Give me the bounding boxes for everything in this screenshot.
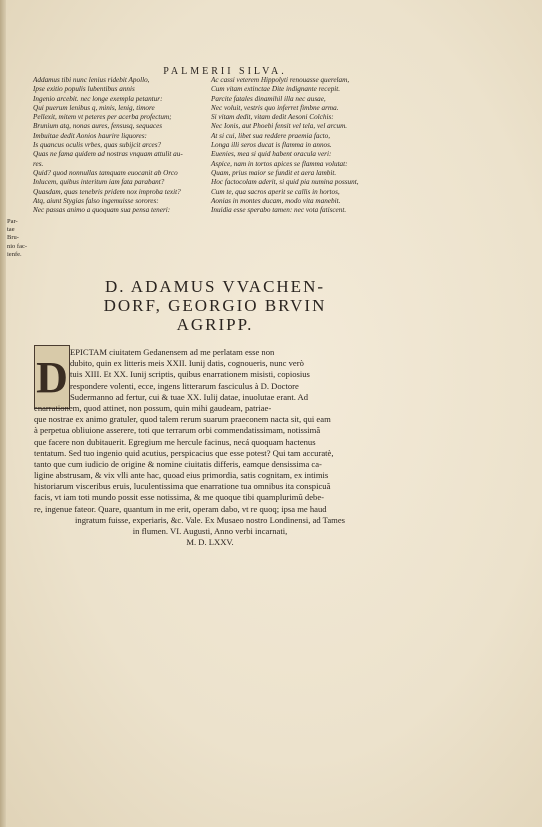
body-line: historiarum visceribus eruis, luculentissima que enarratione tua omnibus ita conspicuã — [34, 481, 331, 492]
verse-line: Quid? quod nonnullas tamquam euocanit ab Orco — [33, 168, 178, 177]
verse-line: Aspice, nam in tortos apices se flamma volutat: — [211, 159, 348, 168]
verse-line: Nec Ionis, aut Phoebi fensit vel tela, vel arcum. — [211, 122, 348, 131]
verse-line: Qui puerum lenibus q, minis, lenig, timore — [33, 103, 155, 112]
verse-line: Quas ne fama quidem ad nostras vnquam attulit au- — [33, 150, 183, 159]
verse-line: Quasdam, quas tenebris pridem nox improba texit? — [33, 187, 181, 196]
verse-line: Inlucem, quibus interitum iam fata parabant? — [33, 178, 165, 187]
body-line: à perpetua obliuione asserere, toti que terrarum orbi commendatissimam, notissimã — [34, 425, 321, 436]
margin-note-line: nio fac- — [7, 242, 28, 250]
body-line: dubito, quin ex litteris meis XXII. Iunij datis, cognoueris, nunc verò — [70, 358, 304, 369]
letter-title — [30, 277, 400, 334]
verse-line: Addamus tibi nunc lenius ridebit Apollo, — [33, 76, 150, 84]
body-line: ligine abstrusam, & vix vlli ante hac, quoad eius primordia, satis cognitam, ex intimis — [34, 470, 329, 481]
letter-title-line: AGRIPP. — [176, 315, 254, 334]
verse-line: Brunium atq, nonas aures, fensusq, sequaces — [33, 122, 163, 131]
verse-line: Is quancus oculis vrbes, quas subijcit arces? — [33, 141, 162, 150]
verse-column-right — [211, 76, 359, 215]
verse-line: Inuidia esse sperabo tamen: nec vota fatiscent. — [211, 206, 347, 215]
body-line: respondere volenti, ecce, ingens litterarum fasciculus à D. Doctore — [70, 380, 299, 391]
verse-line: Quam, prius maior se fundit et aera lambit. — [211, 168, 337, 177]
body-line: que nostrae ex animo gratuler, quod talem rerum suarum praeconem nacta sit, qui eam — [34, 414, 331, 425]
verse-line: Ipse exitio populis lubentibus annis — [33, 85, 135, 94]
verse-line: Aonias in montes ducam, modo vita manebit. — [211, 196, 341, 205]
letter-title-line: DORF, GEORGIO BRVIN — [103, 296, 327, 315]
body-line: facis, vt iam toti mundo possit esse notissima, & me quoque tibi quamplurimũ debe- — [34, 492, 325, 503]
body-line: que facere non dubitauerit. Egregium me hercule facinus, necá quoquam hactenus — [34, 436, 316, 447]
body-line: EPICTAM ciuitatem Gedanensem ad me perlatam esse non — [70, 347, 275, 357]
verse-line: Si vitam dedit, vitam dedit Aesoni Colchis: — [211, 113, 334, 122]
verse-line: Euenies, mea si quid habent oracula veri: — [211, 150, 332, 159]
margin-note-line: tae — [7, 226, 15, 234]
verse-line: Atq, aiunt Stygias falso ingemuisse sorores: — [33, 196, 159, 205]
verse-line: Pellexit, mitem vt peteres per acerba profectum; — [33, 113, 172, 122]
body-line: M. D. LXXV. — [186, 537, 234, 548]
verse-line: Ac cassi veterem Hippolyti renouasse querelam, — [211, 76, 350, 84]
letter-body — [34, 347, 386, 548]
body-line: in flumen. VI. Augusti, Anno verbi incarnati, — [132, 526, 288, 536]
body-line: tentatum. Sed tuo ingenio quid acutius, perspicacius que esse potest? Qui tam accuratè, — [34, 447, 334, 458]
verse-line: Hoc factocolam aderit, si quid pia numina possunt, — [211, 178, 359, 187]
verse-line: Parcite fatales dinamihil illa nec ausae, — [211, 94, 326, 103]
margin-note-line: Bru- — [7, 234, 19, 242]
body-line: re, ingenue fateor. Quare, quantum in me erit, operam dabo, vt re quoq; ipsa me haud — [34, 503, 327, 514]
body-line: enarrationem, quod attinet, non possum, quin mihi gaudeam, patriae- — [34, 402, 272, 413]
running-head: PALMERII SILVA. — [163, 66, 287, 77]
body-line: tuis XIII. Et XX. Iunij scriptis, quibus enarrationem misisti, copiosius — [70, 369, 310, 380]
margin-note-line: Par- — [7, 218, 18, 225]
verse-line: res. — [33, 159, 44, 168]
body-line: ingratum fuisse, experiaris, &c. Vale. Ex Musaeo nostro Londinensi, ad Tames — [75, 514, 345, 525]
verse-line: Nec voluit, vestris quo inferret fimbne arma. — [211, 103, 339, 112]
page-gutter — [0, 0, 6, 827]
verse-line: Cum vitam extinctae Dite indignante recepit. — [211, 85, 341, 94]
verse-line: Imbuitae dedit Aonios haurire liquores: — [33, 131, 147, 140]
drop-cap-letter: D — [36, 352, 68, 402]
margin-note-line: ienfe. — [7, 250, 22, 258]
verse-column-left — [33, 76, 183, 215]
letter-title-line: D. ADAMUS VVACHEN- — [104, 277, 326, 296]
verse-line: At si cui, libet sua reddere praemia facto, — [211, 131, 331, 140]
margin-note — [7, 218, 27, 259]
body-line: Sudermanno ad fertur, cui & tuae XX. Iulij datae, inuolutae erant. Ad — [70, 391, 309, 402]
body-line: tanto que cum iudicio de origine & nomine ciuitatis differis, eamque densissima ca- — [34, 458, 322, 469]
verse-line: Cum te, qua sacros aperit se callis in hortos, — [211, 187, 340, 196]
verse-line: Ingenio arcebit. nec longe exempla petantur: — [33, 94, 163, 103]
verse-line: Longa illi seros ducat is flamma in annos. — [211, 141, 332, 150]
verse-line: Nec passas animo a quoquam sua pensa teneri: — [33, 206, 171, 215]
